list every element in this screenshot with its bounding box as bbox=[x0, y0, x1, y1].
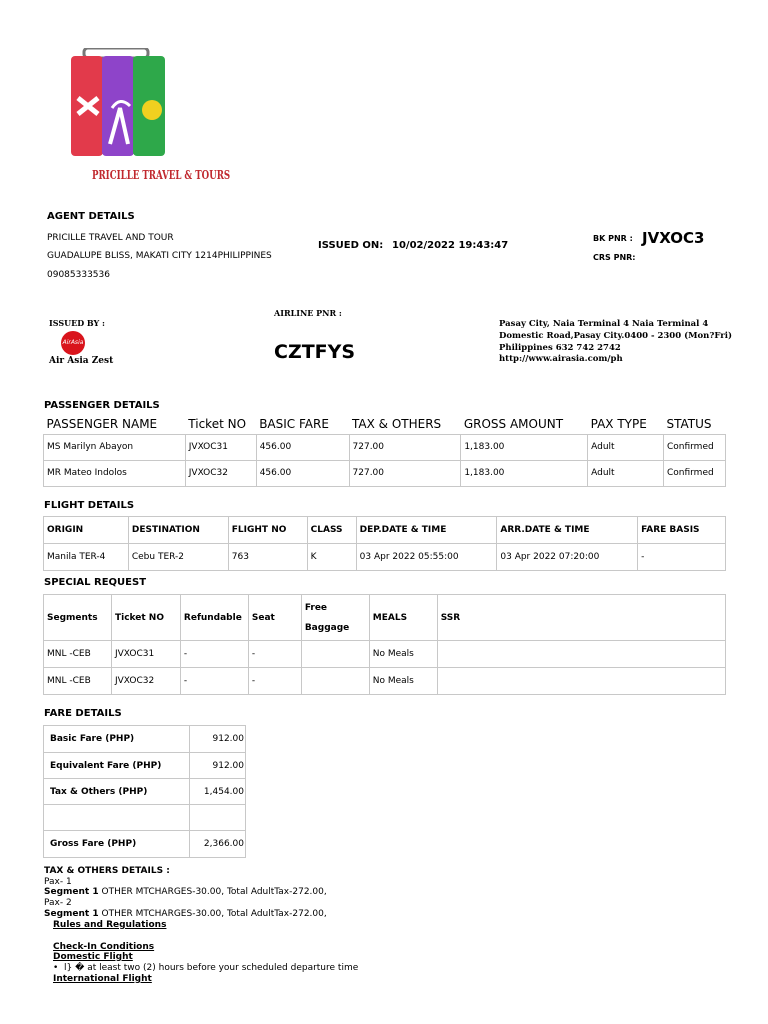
fare-basis: - bbox=[638, 544, 726, 571]
column-header: CLASS bbox=[307, 517, 356, 544]
seat: - bbox=[248, 641, 301, 668]
refundable: - bbox=[180, 641, 248, 668]
origin: Manila TER-4 bbox=[44, 544, 129, 571]
column-header: Segments bbox=[44, 595, 112, 641]
flight-table bbox=[43, 516, 726, 571]
rule-text: l} � at least two (2) hours before your scheduled departure time bbox=[64, 963, 359, 973]
passenger-table bbox=[43, 414, 726, 487]
logo-text: PRICILLE TRAVEL & TOURS bbox=[92, 168, 231, 182]
column-header: Seat bbox=[248, 595, 301, 641]
free-baggage bbox=[301, 641, 369, 668]
class: K bbox=[307, 544, 356, 571]
basic-fare: 456.00 bbox=[256, 434, 349, 460]
crs-pnr-label: CRS PNR: bbox=[593, 253, 636, 262]
segment-text: OTHER MTCHARGES-30.00, Total AdultTax-272.00, bbox=[98, 887, 327, 897]
fare-value: 912.00 bbox=[190, 753, 246, 779]
column-header: TAX & OTHERS bbox=[352, 416, 442, 431]
segment-label: Segment 1 bbox=[44, 887, 99, 897]
seat: - bbox=[248, 668, 301, 695]
column-header: FLIGHT NO bbox=[228, 517, 307, 544]
table-row bbox=[44, 544, 726, 571]
segment-text: OTHER MTCHARGES-30.00, Total AdultTax-272.00, bbox=[98, 909, 327, 919]
airline-contact-line: Philippines 632 742 2742 bbox=[499, 343, 621, 353]
pax-label: Pax- 1 bbox=[44, 877, 72, 887]
column-header: GROSS AMOUNT bbox=[463, 416, 564, 431]
bk-pnr-label: BK PNR : bbox=[593, 234, 633, 243]
table-row bbox=[44, 668, 726, 695]
issued-on-label: ISSUED ON: bbox=[318, 240, 384, 251]
flight-no: 763 bbox=[228, 544, 307, 571]
bk-pnr-value: JVXOC3 bbox=[642, 229, 705, 247]
airline-pnr-value: CZTFYS bbox=[274, 341, 356, 363]
column-header: ORIGIN bbox=[44, 517, 129, 544]
issuing-airline: Air Asia Zest bbox=[49, 356, 114, 366]
fare-row bbox=[44, 805, 246, 831]
column-header: Refundable bbox=[180, 595, 248, 641]
agent-address: GUADALUPE BLISS, MAKATI CITY 1214PHILIPPINES bbox=[47, 251, 272, 261]
refundable: - bbox=[180, 668, 248, 695]
airline-contact-line: Domestic Road,Pasay City.0400 - 2300 (Mon?Fri) bbox=[499, 331, 732, 341]
fare-label: Equivalent Fare (PHP) bbox=[44, 753, 190, 779]
tax-segment-line bbox=[44, 887, 327, 897]
special-request-heading: SPECIAL REQUEST bbox=[44, 577, 147, 588]
departure: 03 Apr 2022 05:55:00 bbox=[356, 544, 497, 571]
column-header: DEP.DATE & TIME bbox=[356, 517, 497, 544]
pax-type: Adult bbox=[588, 434, 664, 460]
special-request-table bbox=[43, 594, 726, 695]
tax-details-heading: TAX & OTHERS DETAILS : bbox=[44, 866, 170, 876]
passenger-name: MR Mateo Indolos bbox=[44, 460, 186, 486]
tax-segment-line bbox=[44, 909, 327, 919]
table-row bbox=[44, 641, 726, 668]
fare-details-heading: FARE DETAILS bbox=[44, 708, 122, 719]
column-header: PASSENGER NAME bbox=[46, 416, 158, 431]
issued-by-label: ISSUED BY : bbox=[49, 318, 105, 328]
status: Confirmed bbox=[663, 460, 725, 486]
arrival: 03 Apr 2022 07:20:00 bbox=[497, 544, 638, 571]
airasia-logo-text: AirAsia bbox=[62, 339, 84, 346]
pax-label: Pax- 2 bbox=[44, 898, 72, 908]
fare-row bbox=[44, 753, 246, 779]
fare-label: Gross Fare (PHP) bbox=[44, 831, 190, 858]
column-header: ARR.DATE & TIME bbox=[497, 517, 638, 544]
segment: MNL -CEB bbox=[44, 641, 112, 668]
status: Confirmed bbox=[663, 434, 725, 460]
rule-bullet bbox=[53, 963, 358, 973]
column-header: BASIC FARE bbox=[259, 416, 329, 431]
issued-on-value: 10/02/2022 19:43:47 bbox=[392, 240, 509, 251]
agent-name: PRICILLE TRAVEL AND TOUR bbox=[47, 233, 174, 243]
fare-row bbox=[44, 726, 246, 753]
tax-others: 727.00 bbox=[349, 434, 461, 460]
pax-type: Adult bbox=[588, 460, 664, 486]
free-label: Free bbox=[304, 602, 328, 613]
rules-heading: Rules and Regulations bbox=[53, 920, 167, 930]
agent-phone: 09085333536 bbox=[47, 270, 110, 280]
fare-value: 912.00 bbox=[190, 726, 246, 753]
column-header: DESTINATION bbox=[128, 517, 228, 544]
fare-value: 1,454.00 bbox=[190, 779, 246, 805]
gross-amount: 1,183.00 bbox=[461, 460, 588, 486]
flight-details-heading: FLIGHT DETAILS bbox=[44, 500, 135, 511]
column-header-free-baggage bbox=[301, 595, 369, 641]
ticket-no: JVXOC31 bbox=[111, 641, 180, 668]
segment: MNL -CEB bbox=[44, 668, 112, 695]
segment-label: Segment 1 bbox=[44, 909, 99, 919]
fare-row bbox=[44, 779, 246, 805]
column-header: Ticket NO bbox=[188, 416, 247, 431]
fare-row bbox=[44, 831, 246, 858]
international-heading: International Flight bbox=[53, 974, 152, 984]
checkin-heading: Check-In Conditions bbox=[53, 942, 155, 952]
fare-label: Basic Fare (PHP) bbox=[44, 726, 190, 753]
column-header: MEALS bbox=[369, 595, 437, 641]
fare-label: Tax & Others (PHP) bbox=[44, 779, 190, 805]
column-header: FARE BASIS bbox=[638, 517, 726, 544]
meals: No Meals bbox=[369, 668, 437, 695]
baggage-label: Baggage bbox=[304, 622, 350, 633]
gross-amount: 1,183.00 bbox=[461, 434, 588, 460]
fare-value: 2,366.00 bbox=[190, 831, 246, 858]
tax-others: 727.00 bbox=[349, 460, 461, 486]
free-baggage bbox=[301, 668, 369, 695]
destination: Cebu TER-2 bbox=[128, 544, 228, 571]
column-header: SSR bbox=[437, 595, 725, 641]
ssr bbox=[437, 668, 725, 695]
column-header: STATUS bbox=[666, 416, 712, 431]
ticket-no: JVXOC32 bbox=[185, 460, 256, 486]
agent-details-heading: AGENT DETAILS bbox=[47, 211, 135, 222]
fare-label bbox=[44, 805, 190, 831]
passenger-details-heading: PASSENGER DETAILS bbox=[44, 400, 160, 411]
meals: No Meals bbox=[369, 641, 437, 668]
airline-pnr-label: AIRLINE PNR : bbox=[274, 308, 342, 318]
ssr bbox=[437, 641, 725, 668]
column-header: Ticket NO bbox=[111, 595, 180, 641]
passenger-name: MS Marilyn Abayon bbox=[44, 434, 186, 460]
column-header: PAX TYPE bbox=[590, 416, 647, 431]
table-row bbox=[44, 434, 726, 460]
airasia-logo bbox=[61, 331, 85, 355]
fare-value bbox=[190, 805, 246, 831]
airline-website: http://www.airasia.com/ph bbox=[499, 354, 623, 364]
fare-table bbox=[43, 725, 246, 858]
bullet-icon: • bbox=[53, 963, 65, 973]
table-row bbox=[44, 460, 726, 486]
ticket-no: JVXOC32 bbox=[111, 668, 180, 695]
domestic-heading: Domestic Flight bbox=[53, 952, 133, 962]
ticket-no: JVXOC31 bbox=[185, 434, 256, 460]
airline-contact-line: Pasay City, Naia Terminal 4 Naia Terminal 4 bbox=[499, 319, 709, 329]
basic-fare: 456.00 bbox=[256, 460, 349, 486]
